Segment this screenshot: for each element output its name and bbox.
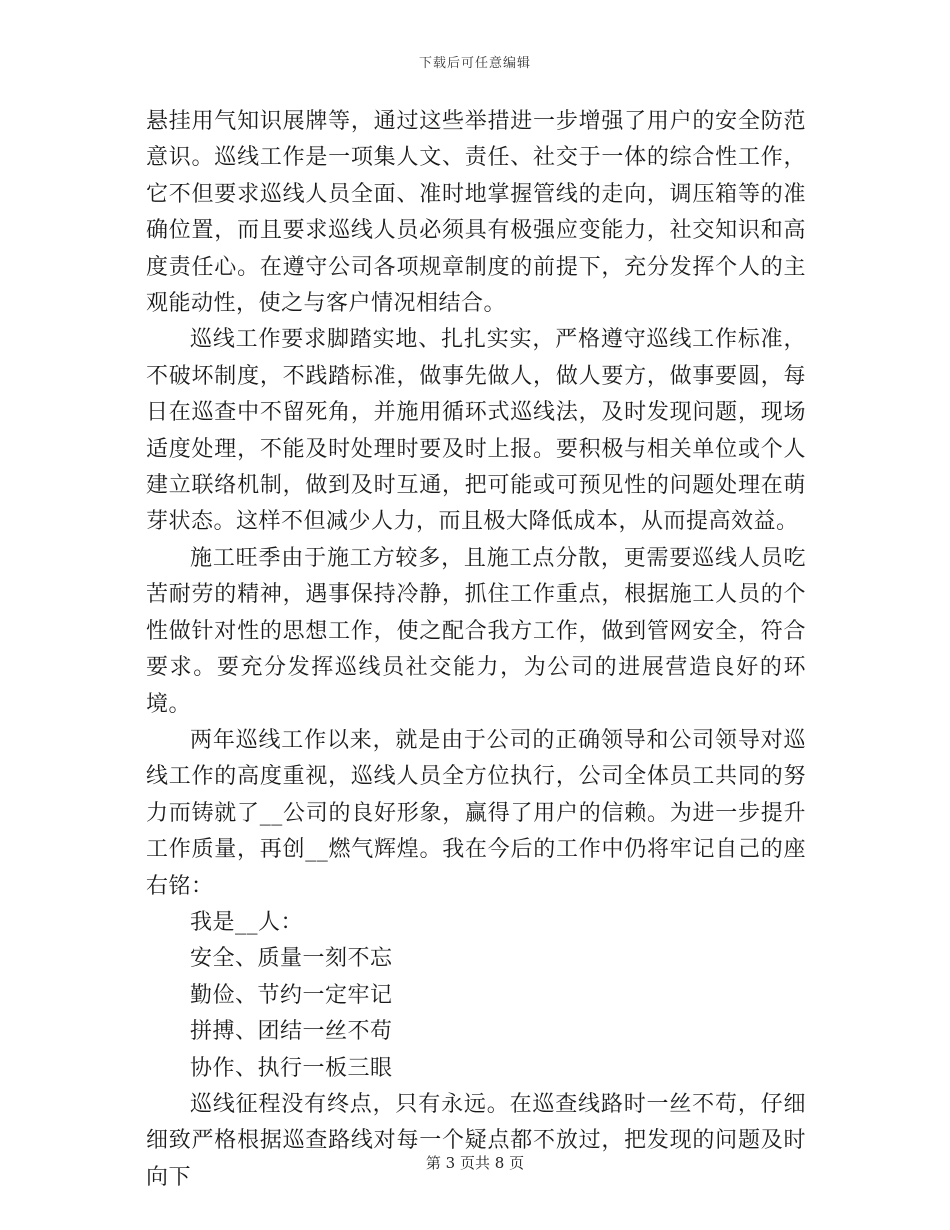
- motto-line: 我是__人：: [190, 909, 304, 935]
- document-body: [146, 104, 806, 1196]
- motto-line: 协作、执行一板三眼: [190, 1055, 393, 1081]
- motto-line: 拼搏、团结一丝不苟: [190, 1019, 393, 1045]
- motto-line: 勤俭、节约一定牢记: [190, 982, 393, 1008]
- motto-line: 安全、质量一刻不忘: [190, 946, 393, 972]
- paragraph: 巡线工作要求脚踏实地、扎扎实实，严格遵守巡线工作标准，不破坏制度，不践踏标准，做事先做人，做人要方，做事要圆，每日在巡查中不留死角，并施用循环式巡线法，及时发现问题，现场适度处理，不能及时处理时要及时上报。要积极与相关单位或个人建立联络机制，做到及时互通，把可能或可预见性的问题处理在萌芽状态。这样不但减少人力，而且极大降低成本，从而提高效益。: [146, 327, 806, 535]
- page-number: 第 3 页共 8 页: [425, 1154, 525, 1172]
- paragraph: 施工旺季由于施工方较多，且施工点分散，更需要巡线人员吃苦耐劳的精神，遇事保持冷静，抓住工作重点，根据施工人员的个性做针对性的思想工作，使之配合我方工作，做到管网安全，符合要求。要充分发挥巡线员社交能力，为公司的进展营造良好的环境。: [146, 545, 806, 717]
- paragraph: 巡线征程没有终点，只有永远。在巡查线路时一丝不苟，仔细细致严格根据巡查路线对每一个疑点都不放过，把发现的问题及时向下: [146, 1091, 806, 1190]
- paragraph: 悬挂用气知识展牌等，通过这些举措进一步增强了用户的安全防范意识。巡线工作是一项集人文、责任、社交于一体的综合性工作，它不但要求巡线人员全面、准时地掌握管线的走向，调压箱等的准确位置，而且要求巡线人员必须具有极强应变能力，社交知识和高度责任心。在遵守公司各项规章制度的前提下，充分发挥个人的主观能动性，使之与客户情况相结合。: [146, 109, 806, 317]
- page-header: 下载后可任意编辑: [418, 56, 531, 71]
- paragraph: 两年巡线工作以来，就是由于公司的正确领导和公司领导对巡线工作的高度重视，巡线人员全方位执行，公司全体员工共同的努力而铸就了__公司的良好形象，赢得了用户的信赖。为进一步提升工作质量，再创__燃气辉煌。我在今后的工作中仍将牢记自己的座右铭：: [146, 727, 806, 899]
